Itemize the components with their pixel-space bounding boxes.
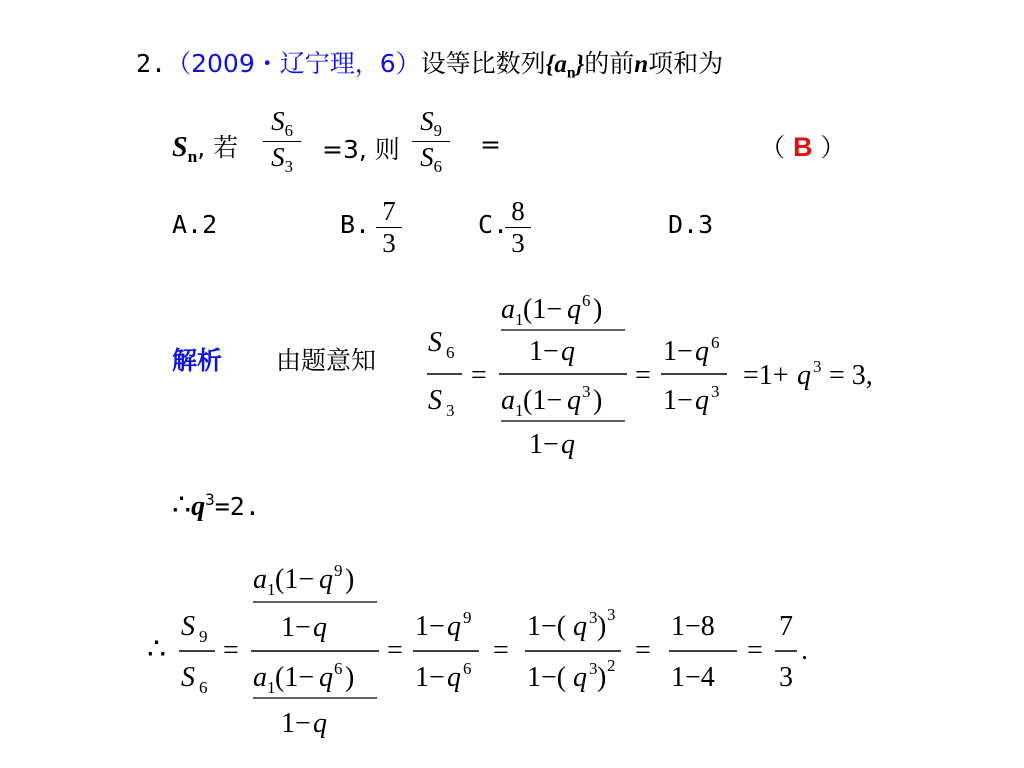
svg-text:3: 3: [589, 608, 598, 627]
then-text: =3, 则: [322, 135, 400, 164]
svg-text:a: a: [253, 662, 267, 693]
svg-text:7: 7: [779, 611, 793, 642]
solution-label: 解析: [172, 346, 223, 375]
svg-text:1−: 1−: [529, 429, 559, 460]
svg-text:1−: 1−: [529, 336, 559, 367]
svg-text:(1−: (1−: [523, 385, 563, 416]
svg-text:S: S: [181, 611, 195, 642]
svg-text:9: 9: [199, 627, 208, 646]
step-q-cubed: [172, 488, 260, 523]
if-text: , 若: [197, 133, 239, 162]
svg-text:1−8: 1−8: [671, 611, 715, 642]
svg-text:=: =: [223, 635, 239, 666]
svg-text:3: 3: [446, 401, 455, 420]
svg-text:= 3,: = 3,: [829, 360, 873, 391]
svg-text:1−4: 1−4: [671, 662, 715, 693]
svg-text:q: q: [567, 294, 581, 325]
fraction-s9-s6: $S_9$ $S_6$: [412, 106, 450, 177]
svg-text:): ): [345, 662, 355, 693]
sequence-symbol: $\{a_n\}$: [545, 51, 585, 82]
svg-text:1: 1: [267, 580, 276, 599]
svg-text:): ): [597, 611, 607, 642]
svg-text:3: 3: [582, 382, 591, 401]
svg-text:6: 6: [582, 291, 591, 310]
svg-text:a: a: [501, 385, 515, 416]
svg-text:q: q: [567, 385, 581, 416]
svg-text:1−: 1−: [415, 611, 445, 642]
svg-text:q: q: [447, 611, 461, 642]
svg-text:S: S: [428, 327, 442, 358]
fraction-s6-s3: $S_6$ $S_3$: [263, 106, 301, 177]
svg-text:q: q: [573, 611, 587, 642]
svg-text:=: =: [635, 635, 651, 666]
svg-text:3: 3: [711, 382, 720, 401]
svg-text:6: 6: [446, 343, 455, 362]
svg-text:1−(: 1−(: [527, 662, 567, 693]
svg-text:q: q: [319, 662, 333, 693]
svg-text:S: S: [181, 662, 195, 693]
svg-text:=: =: [635, 360, 651, 391]
svg-text:q: q: [797, 360, 811, 391]
option-b-fraction: 7 3: [376, 196, 402, 259]
svg-text:3: 3: [779, 662, 793, 693]
svg-text:9: 9: [463, 608, 472, 627]
problem-line-1: [136, 44, 723, 82]
svg-text:): ): [593, 385, 603, 416]
svg-text:=1+: =1+: [743, 360, 789, 391]
svg-text:1: 1: [267, 678, 276, 697]
option-c-label: C.: [478, 210, 509, 239]
svg-text:3: 3: [813, 357, 822, 376]
svg-text:=: =: [747, 635, 763, 666]
option-a: A.2: [172, 210, 218, 239]
svg-text:): ): [345, 564, 355, 595]
svg-text:(1−: (1−: [275, 564, 315, 595]
n-symbol: n: [634, 51, 649, 78]
svg-text:1−: 1−: [415, 662, 445, 693]
option-d: D.3: [668, 210, 714, 239]
svg-text:q: q: [319, 564, 333, 595]
svg-text:6: 6: [199, 678, 208, 697]
sum-symbol: $S_n$: [172, 132, 198, 167]
answer-letter: B: [793, 132, 813, 162]
svg-text:=: =: [493, 635, 509, 666]
therefore-symbol-2: ∴: [147, 633, 167, 666]
svg-text:3: 3: [607, 605, 616, 624]
svg-text:(1−: (1−: [523, 294, 563, 325]
svg-text:3: 3: [589, 659, 598, 678]
solution-intro: 由题意知: [276, 346, 377, 375]
option-b-label: B.: [340, 210, 371, 239]
svg-text:=: =: [471, 360, 487, 391]
therefore-symbol: ∴: [172, 489, 192, 522]
svg-text:1−: 1−: [281, 708, 311, 739]
problem-source: （2009・辽宁理，6）: [166, 49, 421, 78]
svg-text:): ): [597, 662, 607, 693]
svg-text:1−: 1−: [663, 336, 693, 367]
q-exponent: 3: [205, 490, 215, 509]
svg-text:=: =: [387, 635, 403, 666]
svg-text:a: a: [501, 294, 515, 325]
problem-stem-a: 设等比数列: [420, 49, 546, 78]
q-value: =2.: [214, 492, 260, 521]
option-c-fraction: 8 3: [505, 196, 531, 259]
svg-text:q: q: [561, 429, 575, 460]
svg-text:): ): [593, 294, 603, 325]
svg-text:q: q: [695, 336, 709, 367]
svg-text:q: q: [695, 385, 709, 416]
svg-text:q: q: [573, 662, 587, 693]
svg-text:2: 2: [607, 656, 616, 675]
svg-text:1−: 1−: [663, 385, 693, 416]
svg-text:q: q: [561, 336, 575, 367]
problem-stem-b: 的前: [584, 49, 635, 78]
answer-bracket: （ B ）: [760, 132, 846, 162]
svg-text:a: a: [253, 564, 267, 595]
equation-ratio-s6-s3: [425, 286, 915, 471]
svg-text:6: 6: [334, 659, 343, 678]
problem-line-2: [172, 128, 238, 167]
svg-text:1: 1: [515, 401, 524, 420]
svg-text:1: 1: [515, 310, 524, 329]
svg-text:1−: 1−: [281, 612, 311, 643]
q-symbol: q: [191, 491, 206, 522]
svg-text:9: 9: [334, 561, 343, 580]
svg-text:(1−: (1−: [275, 662, 315, 693]
svg-text:q: q: [313, 612, 327, 643]
svg-text:6: 6: [711, 333, 720, 352]
svg-text:6: 6: [463, 659, 472, 678]
svg-text:S: S: [428, 385, 442, 416]
problem-stem-c: 项和为: [648, 49, 724, 78]
equals-sign: =: [480, 130, 501, 159]
svg-text:q: q: [313, 708, 327, 739]
svg-text:.: .: [801, 635, 808, 666]
problem-number: 2.: [136, 49, 167, 78]
svg-text:q: q: [447, 662, 461, 693]
svg-text:1−(: 1−(: [527, 611, 567, 642]
equation-ratio-s9-s6: [145, 556, 825, 746]
